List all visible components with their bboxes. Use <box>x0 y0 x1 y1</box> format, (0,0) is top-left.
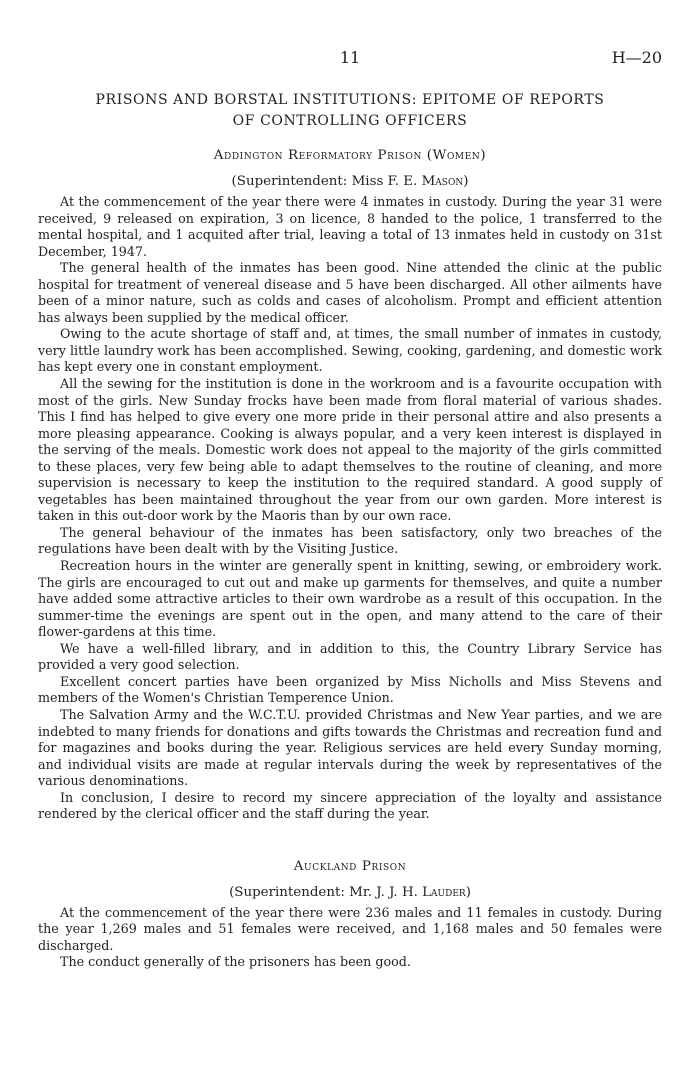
superintendent-line <box>38 883 662 903</box>
superintendent-suffix: ) <box>465 884 471 900</box>
document-title <box>38 90 662 132</box>
section-body <box>38 905 662 971</box>
superintendent-name: Mason <box>421 174 464 189</box>
superintendent-suffix: ) <box>463 174 469 189</box>
section-heading: Auckland Prison <box>293 858 407 874</box>
paragraph: Owing to the acute shortage of staff and, at times, the small number of inmates in custody, very little laundry work has been accomplished. Sewing, cooking, gardening, and domestic work has kept every one in constant employment. <box>38 326 662 375</box>
section-spacer <box>38 823 662 847</box>
superintendent-prefix: (Superintendent: Mr. J. J. H. <box>229 884 423 900</box>
section-auckland <box>38 857 662 971</box>
paragraph: In conclusion, I desire to record my sincere appreciation of the loyalty and assistance rendered by the clerical officer and the staff during the year. <box>38 789 662 822</box>
paragraph: The general behaviour of the inmates has been satisfactory, only two breaches of the regulations have been dealt with by the Visiting Justice. <box>38 524 662 557</box>
paragraph: We have a well-filled library, and in addition to this, the Country Library Service has provided a very good selection. <box>38 640 662 673</box>
title-line-1: PRISONS AND BORSTAL INSTITUTIONS: EPITOME OF REPORTS <box>95 92 605 108</box>
paragraph: The general health of the inmates has been good. Nine attended the clinic at the public hospital for treatment of venereal disease and 5 have been discharged. All other ailments have been of a minor nature, such as colds and cases of alcoholism. Prompt and efficient attention has always been supplied by the medical officer. <box>38 260 662 325</box>
title-line-2: OF CONTROLLING OFFICERS <box>232 113 468 129</box>
paragraph: All the sewing for the institution is done in the workroom and is a favourite occupation with most of the girls. New Sunday frocks have been made from floral material of various shades. This I find has helped to give every one more pride in their personal attire and also presents a more pleasing appearance. Cooking is always popular, and a very keen interest is displayed in the serving of the meals. Domestic work does not appeal to the majority of the girls committed to these places, very few being able to adapt themselves to the routine of cleaning, and more supervision is necessary to keep the institution to the required standard. A good supply of vegetables has been maintained throughout the year from our own garden. More interest is taken in this out-door work by the Maoris than by our own race. <box>38 376 662 524</box>
page-number: 11 <box>339 48 361 67</box>
paragraph: Excellent concert parties have been organized by Miss Nicholls and Miss Stevens and members of the Women's Christian Temperence Union. <box>38 673 662 706</box>
page-header <box>38 48 662 74</box>
paragraph: At the commencement of the year there were 4 inmates in custody. During the year 31 were received, 9 released on expiration, 3 on licence, 8 handed to the police, 1 transferred to the mental hospital, and 1 acquited after trial, leaving a total of 13 inmates held in custody on 31st December, 1947. <box>38 194 662 259</box>
paragraph: The Salvation Army and the W.C.T.U. provided Christmas and New Year parties, and we are indebted to many friends for donations and gifts towards the Christmas and recreation fund and for magazines and books during the year. Religious services are held every Sunday morning, and individual visits are made at regular intervals during the week by representatives of the various denominations. <box>38 706 662 789</box>
paragraph: At the commencement of the year there were 236 males and 11 females in custody. During the year 1,269 males and 51 females were received, and 1,168 males and 50 females were discharged. <box>38 904 662 953</box>
report-code: H—20 <box>611 48 662 67</box>
paragraph: Recreation hours in the winter are generally spent in knitting, sewing, or embroidery work. The girls are encouraged to cut out and make up garments for themselves, and quite a number have added some attractive articles to their own wardrobe as a result of this occupation. In the summer-time the evenings are spent out in the open, and many attend to the care of their flower-gardens at this time. <box>38 558 662 640</box>
superintendent-prefix: (Superintendent: Miss F. E. <box>231 174 422 189</box>
section-heading: Addington Reformatory Prison (Women) <box>213 148 487 163</box>
section-body <box>38 194 662 823</box>
superintendent-name: Lauder <box>422 884 466 900</box>
section-addington <box>38 146 662 823</box>
superintendent-line <box>38 172 662 192</box>
paragraph: The conduct generally of the prisoners has been good. <box>60 954 411 970</box>
